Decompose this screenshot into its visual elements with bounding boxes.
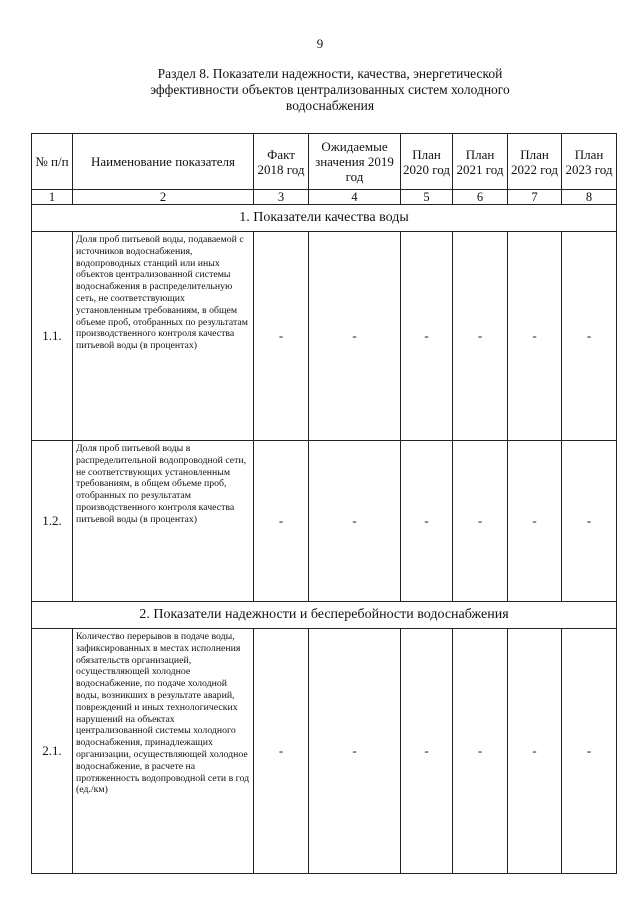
header-cell: Наименование показателя [73, 134, 254, 190]
column-number: 4 [309, 190, 401, 205]
column-number: 6 [453, 190, 508, 205]
value-cell: - [309, 232, 401, 441]
table-row [32, 629, 617, 874]
title-line: Раздел 8. Показатели надежности, качества, энергетической [157, 66, 503, 81]
column-number: 7 [508, 190, 562, 205]
header-cell: Ожидаемые значения 2019 год [309, 134, 401, 190]
column-number: 2 [73, 190, 254, 205]
value-cell: - [254, 441, 309, 602]
column-number: 1 [32, 190, 73, 205]
title-line: водоснабжения [285, 98, 375, 113]
section-header-row [32, 602, 617, 629]
header-cell: План 2021 год [453, 134, 508, 190]
value-cell: - [309, 441, 401, 602]
value-cell: - [401, 629, 453, 874]
row-number: 2.1. [32, 629, 73, 874]
header-cell: План 2023 год [562, 134, 617, 190]
table-row [32, 441, 617, 602]
column-number: 8 [562, 190, 617, 205]
value-cell: - [562, 629, 617, 874]
row-number: 1.2. [32, 441, 73, 602]
table-row [32, 232, 617, 441]
section-header-row [32, 205, 617, 232]
row-number: 1.1. [32, 232, 73, 441]
header-row [32, 134, 617, 190]
indicator-name: Количество перерывов в подаче воды, зафиксированных в местах исполнения обязательств организацией, осуществляющей холодное водоснабжение, по подаче холодной воды, возникших в результате аварий, повреждений и иных технологических нарушений на объектах централизованной системы холодного водоснабжения, принадлежащих организации, осуществляющей холодное водоснабжение, в расчете на протяженность водопроводной сети в год (ед./км) [73, 629, 254, 874]
value-cell: - [401, 441, 453, 602]
value-cell: - [254, 232, 309, 441]
indicator-name: Доля проб питьевой воды в распределительной водопроводной сети, не соответствующих установленным требованиям, в общем объеме проб, отобранных по результатам производственного контроля качества питьевой воды (в процентах) [73, 441, 254, 602]
header-cell: Факт 2018 год [254, 134, 309, 190]
value-cell: - [508, 441, 562, 602]
indicator-name: Доля проб питьевой воды, подаваемой с источников водоснабжения, водопроводных станций или иных объектов централизованной системы водоснабжения в распределительную сеть, не соответствующих установленным требованиям, в общем объеме проб, отобранных по результатам производственного контроля качества питьевой воды (в процентах) [73, 232, 254, 441]
value-cell: - [453, 629, 508, 874]
value-cell: - [401, 232, 453, 441]
title-line: эффективности объектов централизованных систем холодного [150, 82, 510, 97]
section-header: 1. Показатели качества воды [32, 205, 617, 232]
column-number: 5 [401, 190, 453, 205]
header-cell: № п/п [32, 134, 73, 190]
column-number: 3 [254, 190, 309, 205]
value-cell: - [562, 441, 617, 602]
header-cell: План 2022 год [508, 134, 562, 190]
value-cell: - [508, 629, 562, 874]
section-header: 2. Показатели надежности и бесперебойности водоснабжения [32, 602, 617, 629]
value-cell: - [508, 232, 562, 441]
page-number: 9 [316, 36, 324, 51]
value-cell: - [562, 232, 617, 441]
indicators-table [31, 133, 617, 874]
column-number-row [32, 190, 617, 205]
value-cell: - [254, 629, 309, 874]
value-cell: - [453, 232, 508, 441]
section-title [100, 66, 560, 114]
value-cell: - [309, 629, 401, 874]
value-cell: - [453, 441, 508, 602]
header-cell: План 2020 год [401, 134, 453, 190]
